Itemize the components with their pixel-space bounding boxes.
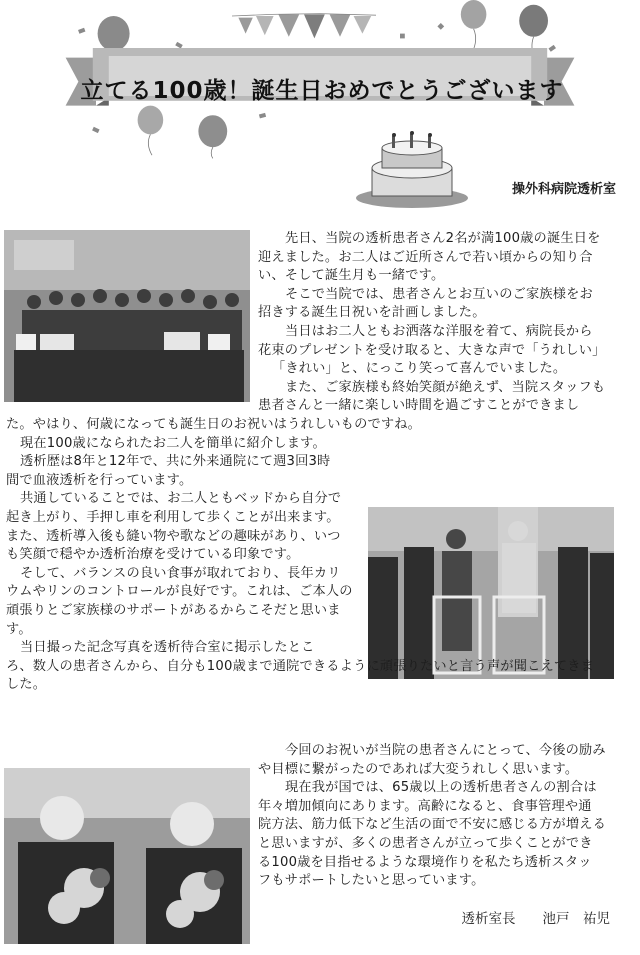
page-title: 立てる100歳！誕生日おめでとうございます [80,78,564,104]
text-line: と思いますが、多くの患者さんが立って歩くことができ [258,835,593,851]
balloon-icon [198,115,227,158]
text-line: 先日、当院の透析患者さん2名が満100歳の誕生日を [285,231,601,246]
text-line: 招きする誕生日祝いを計画しました。 [258,305,486,321]
article-block-2 [6,416,594,695]
signature: 透析室長 池戸 祐児 [461,911,610,927]
text-line: 現在我が国では、65歳以上の透析患者さんの割合は [285,780,597,796]
balloon-icon [138,106,164,156]
text-line: 共通していることでは、お二人ともベッドから自分で [20,491,342,507]
flowers-photo [4,768,250,944]
text-line: い、そして誕生月も一緒です。 [258,268,445,284]
text-line: 院方法、筋力低下など生活の面で不安に感じる方が増える [258,817,607,833]
article-block-1 [258,230,606,416]
text-line: また、透析導入後も縫い物や歌などの趣味があり、いつ [6,528,341,544]
text-line: す。 [6,621,32,637]
text-line: 患者さんと一緒に楽しい時間を過ごすことができまし [258,398,580,414]
text-line: フもサポートしたいと思っています。 [258,873,485,889]
text-line: 頑張りとご家族様のサポートがあるからこそだと思いま [6,602,341,618]
text-line: また、ご家族様も終始笑顔が絶えず、当院スタッフも [285,379,606,395]
text-line: も笑顔で穏やか透析治療を受けている印象です。 [6,547,300,563]
bunting-flags [238,14,371,38]
text-line: 現在100歳になられたお二人を簡単に紹介します。 [20,435,326,451]
text-line: 迎えました。お二人はご近所さんで若い頃からの知り合 [258,249,593,265]
text-line: や目標に繋がったのであれば大変うれしく思います。 [258,761,579,777]
text-line: 透析歴は8年と12年で、共に外来通院にて週3回3時 [20,454,331,470]
text-line: 花束のプレゼントを受け取ると、大きな声で「うれしい」 [258,342,606,358]
text-line: 「きれい」と、にっこり笑って喜んでいました。 [272,361,567,377]
birthday-cake-icon [352,130,472,210]
department-name: 操外科病院透析室 [511,182,616,197]
balloon-icon [461,0,487,53]
group-photo [4,230,250,402]
text-line: る100歳を目指せるような環境作りを私たち透析スタッ [258,854,592,870]
text-line: 間で血液透析を行っています。 [6,472,193,488]
article-block-3 [258,742,606,891]
text-line: ろ、数人の患者さんから、自分も100歳まで通院できるように頑張りたいと言う声が聞こえてきま [6,658,595,674]
text-line: そこで当院では、患者さんとお互いのご家族様をお [285,286,593,302]
text-line: した。 [6,677,47,693]
text-line: 当日撮った記念写真を透析待合室に掲示したとこ [20,640,315,656]
text-line: 年々増加傾向にあります。高齢になると、食事管理や通 [258,798,592,814]
text-line: 今回のお祝いが当院の患者さんにとって、今後の励み [285,743,606,758]
text-line: ウムやリンのコントロールが良好です。これは、ご本人の [6,584,353,600]
text-line: そして、バランスの良い食事が取れており、長年カリ [20,565,341,581]
text-line: 起き上がり、手押し車を利用して歩くことが出来ます。 [6,509,340,525]
text-line: 当日はお二人ともお洒落な洋服を着て、病院長から [285,323,593,339]
text-line: た。やはり、何歳になっても誕生日のお祝いはうれしいものですね。 [6,417,422,432]
